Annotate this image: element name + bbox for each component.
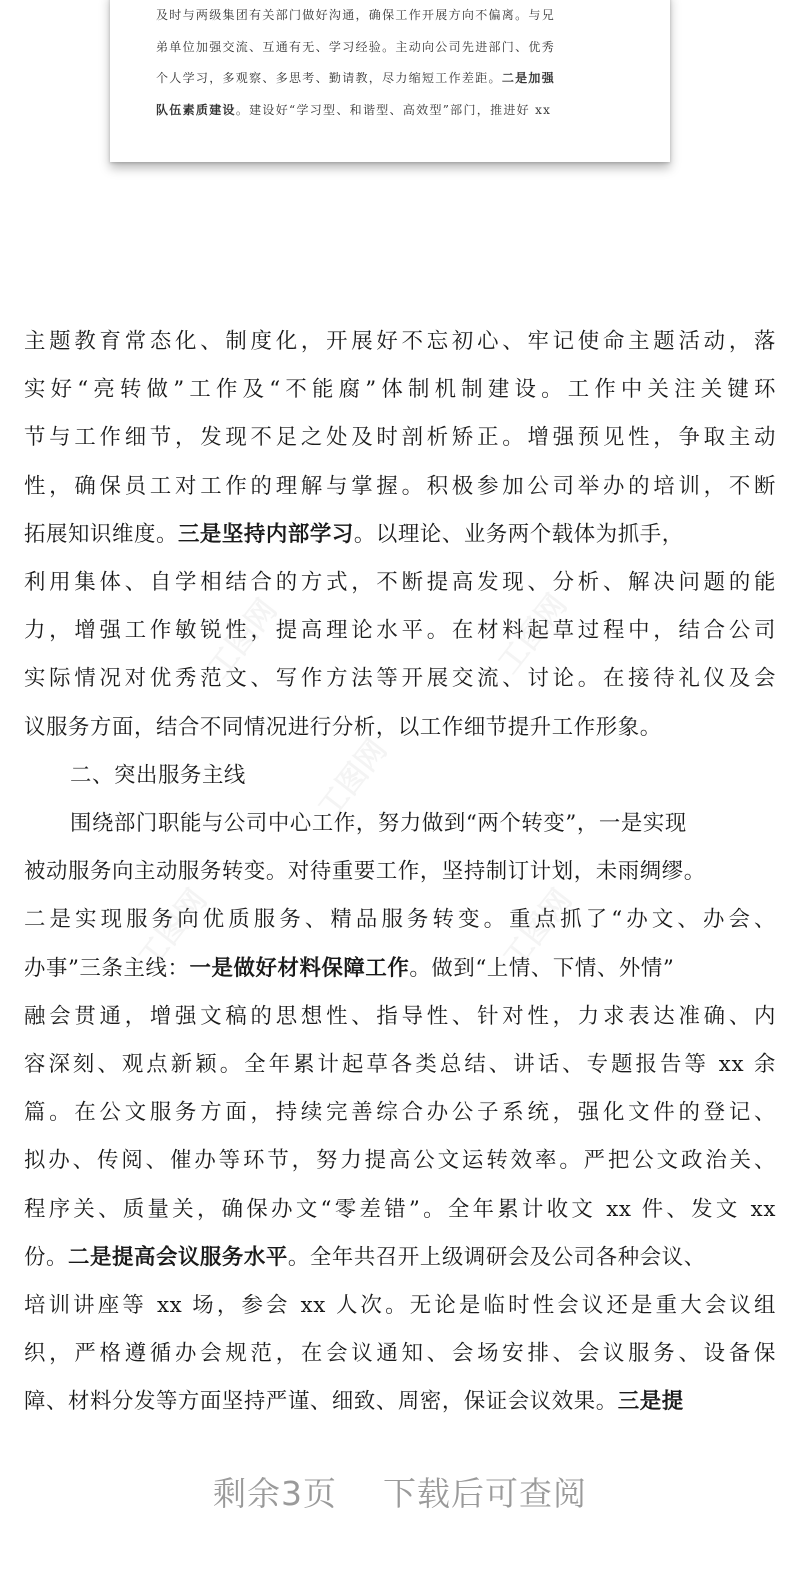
body-text-run: 障、材料分发等方面坚持严谨、细致、周密，保证会议效果。: [24, 1389, 618, 1415]
body-text-run: 办事”三条主线：: [24, 955, 190, 981]
body-line: [24, 1378, 776, 1426]
body-text-run: 拓展知识维度。: [24, 521, 178, 547]
section-heading: 二、突出服务主线: [70, 762, 246, 788]
body-line: 力，增强工作敏锐性，提高理论水平。在材料起草过程中，结合公司: [24, 618, 776, 644]
body-line: 实好“亮转做”工作及“不能腐”体制机制建设。工作中关注关键环: [24, 377, 776, 403]
body-line: 节与工作细节，发现不足之处及时剖析矫正。增强预见性，争取主动: [24, 425, 776, 451]
body-line: 篇。在公文服务方面，持续完善综合办公子系统，强化文件的登记、: [24, 1100, 776, 1126]
document-body: [24, 318, 776, 1427]
preview-text: [156, 0, 632, 126]
body-line: 被动服务向主动服务转变。对待重要工作，坚持制订计划，未雨绸缪。: [24, 859, 706, 885]
body-text-run: 。做到“上情、下情、外情”: [409, 955, 675, 981]
body-line: 二是实现服务向优质服务、精品服务转变。重点抓了“办文、办会、: [24, 907, 776, 933]
body-line: 性，确保员工对工作的理解与掌握。积极参加公司举办的培训，不断: [24, 473, 776, 499]
preview-bold-run: 队伍素质建设: [156, 102, 236, 117]
body-bold-run: 三是提: [617, 1389, 684, 1415]
download-hint-label: 下载后可查阅: [382, 1474, 587, 1513]
body-line: 拟办、传阅、催办等环节，努力提高公文运转效率。严把公文政治关、: [24, 1148, 776, 1174]
body-line: 培训讲座等 xx 场，参会 xx 人次。无论是临时性会议还是重大会议组: [24, 1293, 776, 1319]
body-text-run: 份。: [24, 1244, 68, 1270]
preview-bold-run: 二是加强: [501, 71, 556, 85]
body-line: 主题教育常态化、制度化，开展好不忘初心、牢记使命主题活动，落: [24, 329, 776, 354]
body-line: [24, 1234, 776, 1282]
body-line: 实际情况对优秀范文、写作方法等开展交流、讨论。在接待礼仪及会: [24, 666, 776, 692]
body-bold-run: 三是坚持内部学习: [177, 521, 354, 547]
body-line: 围绕部门职能与公司中心工作，努力做到“两个转变”，一是实现: [70, 811, 687, 837]
body-line: 程序关、质量关，确保办文“零差错”。全年累计收文 xx 件、发文 xx: [24, 1196, 776, 1222]
body-line: 织，严格遵循办会规范，在会议通知、会场安排、会议服务、设备保: [24, 1341, 776, 1367]
body-line: 利用集体、自学相结合的方式，不断提高发现、分析、解决问题的能: [24, 570, 776, 596]
download-prompt[interactable]: [0, 1468, 800, 1515]
body-line: [24, 511, 776, 559]
body-bold-run: 二是提高会议服务水平: [67, 1244, 288, 1270]
preview-line: 弟单位加强交流、互通有无、学习经验。主动向公司先进部门、优秀: [156, 39, 556, 54]
remaining-pages-label: 剩余3页: [213, 1474, 338, 1513]
preview-line: [156, 63, 632, 95]
body-line: 融会贯通，增强文稿的思想性、指导性、针对性，力求表达准确、内: [24, 1003, 776, 1029]
preview-text-run: 个人学习，多观察、多思考、勤请教，尽力缩短工作差距。: [156, 71, 502, 85]
document-preview-card: [110, 0, 670, 162]
preview-text-run: 。建设好“学习型、和谐型、高效型”部门，推进好 xx: [235, 102, 552, 117]
preview-line: 及时与两级集团有关部门做好沟通，确保工作开展方向不偏离。与兄: [156, 8, 556, 22]
body-line: [24, 945, 776, 993]
body-bold-run: 一是做好材料保障工作: [189, 955, 410, 981]
body-text-run: 。以理论、业务两个载体为抓手，: [353, 521, 684, 547]
body-line: 容深刻、观点新颖。全年累计起草各类总结、讲话、专题报告等 xx 余: [24, 1052, 776, 1078]
preview-line: [156, 95, 632, 127]
body-line: 议服务方面，结合不同情况进行分析，以工作细节提升工作形象。: [24, 714, 662, 740]
body-text-run: 。全年共召开上级调研会及公司各种会议、: [287, 1244, 706, 1270]
